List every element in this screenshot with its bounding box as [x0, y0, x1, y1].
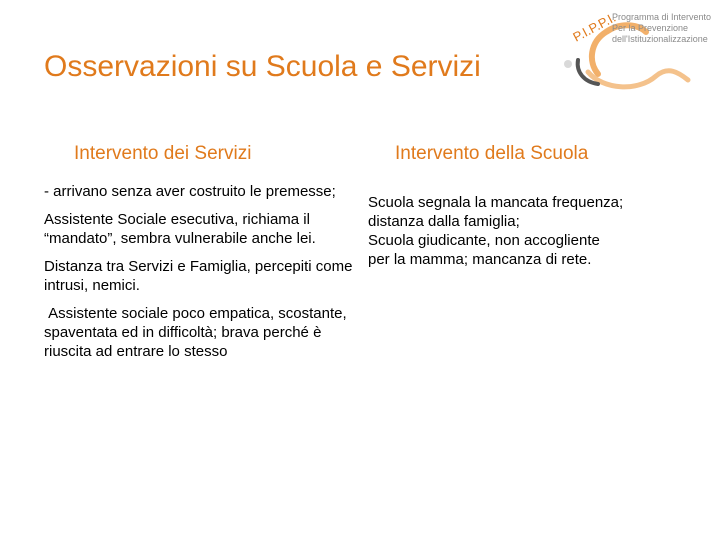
left-paragraph: - arrivano senza aver costruito le premesse; [44, 183, 336, 200]
logo-text [612, 12, 711, 45]
right-line: Scuola segnala la mancata frequenza; [368, 194, 624, 211]
logo-line: Per la Prevenzione [612, 23, 689, 33]
left-paragraph: Assistente Sociale esecutiva, richiama il “mandato”, sembra vulnerabile anche lei. [44, 211, 316, 247]
left-paragraph: Assistente sociale poco empatica, scostante, spaventata ed in difficoltà; brava perché è riuscita ad entrare lo stesso [44, 305, 351, 360]
right-line: Scuola giudicante, non accogliente [368, 232, 600, 249]
logo-line: Programma di Intervento [612, 12, 712, 22]
logo-line: dell'Istituzionalizzazione [612, 34, 708, 44]
logo-acronym: P.I.P.P.I. [570, 9, 619, 45]
right-column-body [368, 193, 698, 269]
right-line: distanza dalla famiglia; [368, 213, 520, 230]
left-paragraph: Distanza tra Servizi e Famiglia, percepiti come intrusi, nemici. [44, 258, 353, 294]
right-column-heading: Intervento della Scuola [395, 143, 589, 164]
slide-title: Osservazioni su Scuola e Servizi [44, 50, 481, 83]
right-line: per la mamma; mancanza di rete. [368, 251, 592, 268]
left-column-body [44, 182, 354, 370]
left-column-heading: Intervento dei Servizi [74, 143, 252, 164]
